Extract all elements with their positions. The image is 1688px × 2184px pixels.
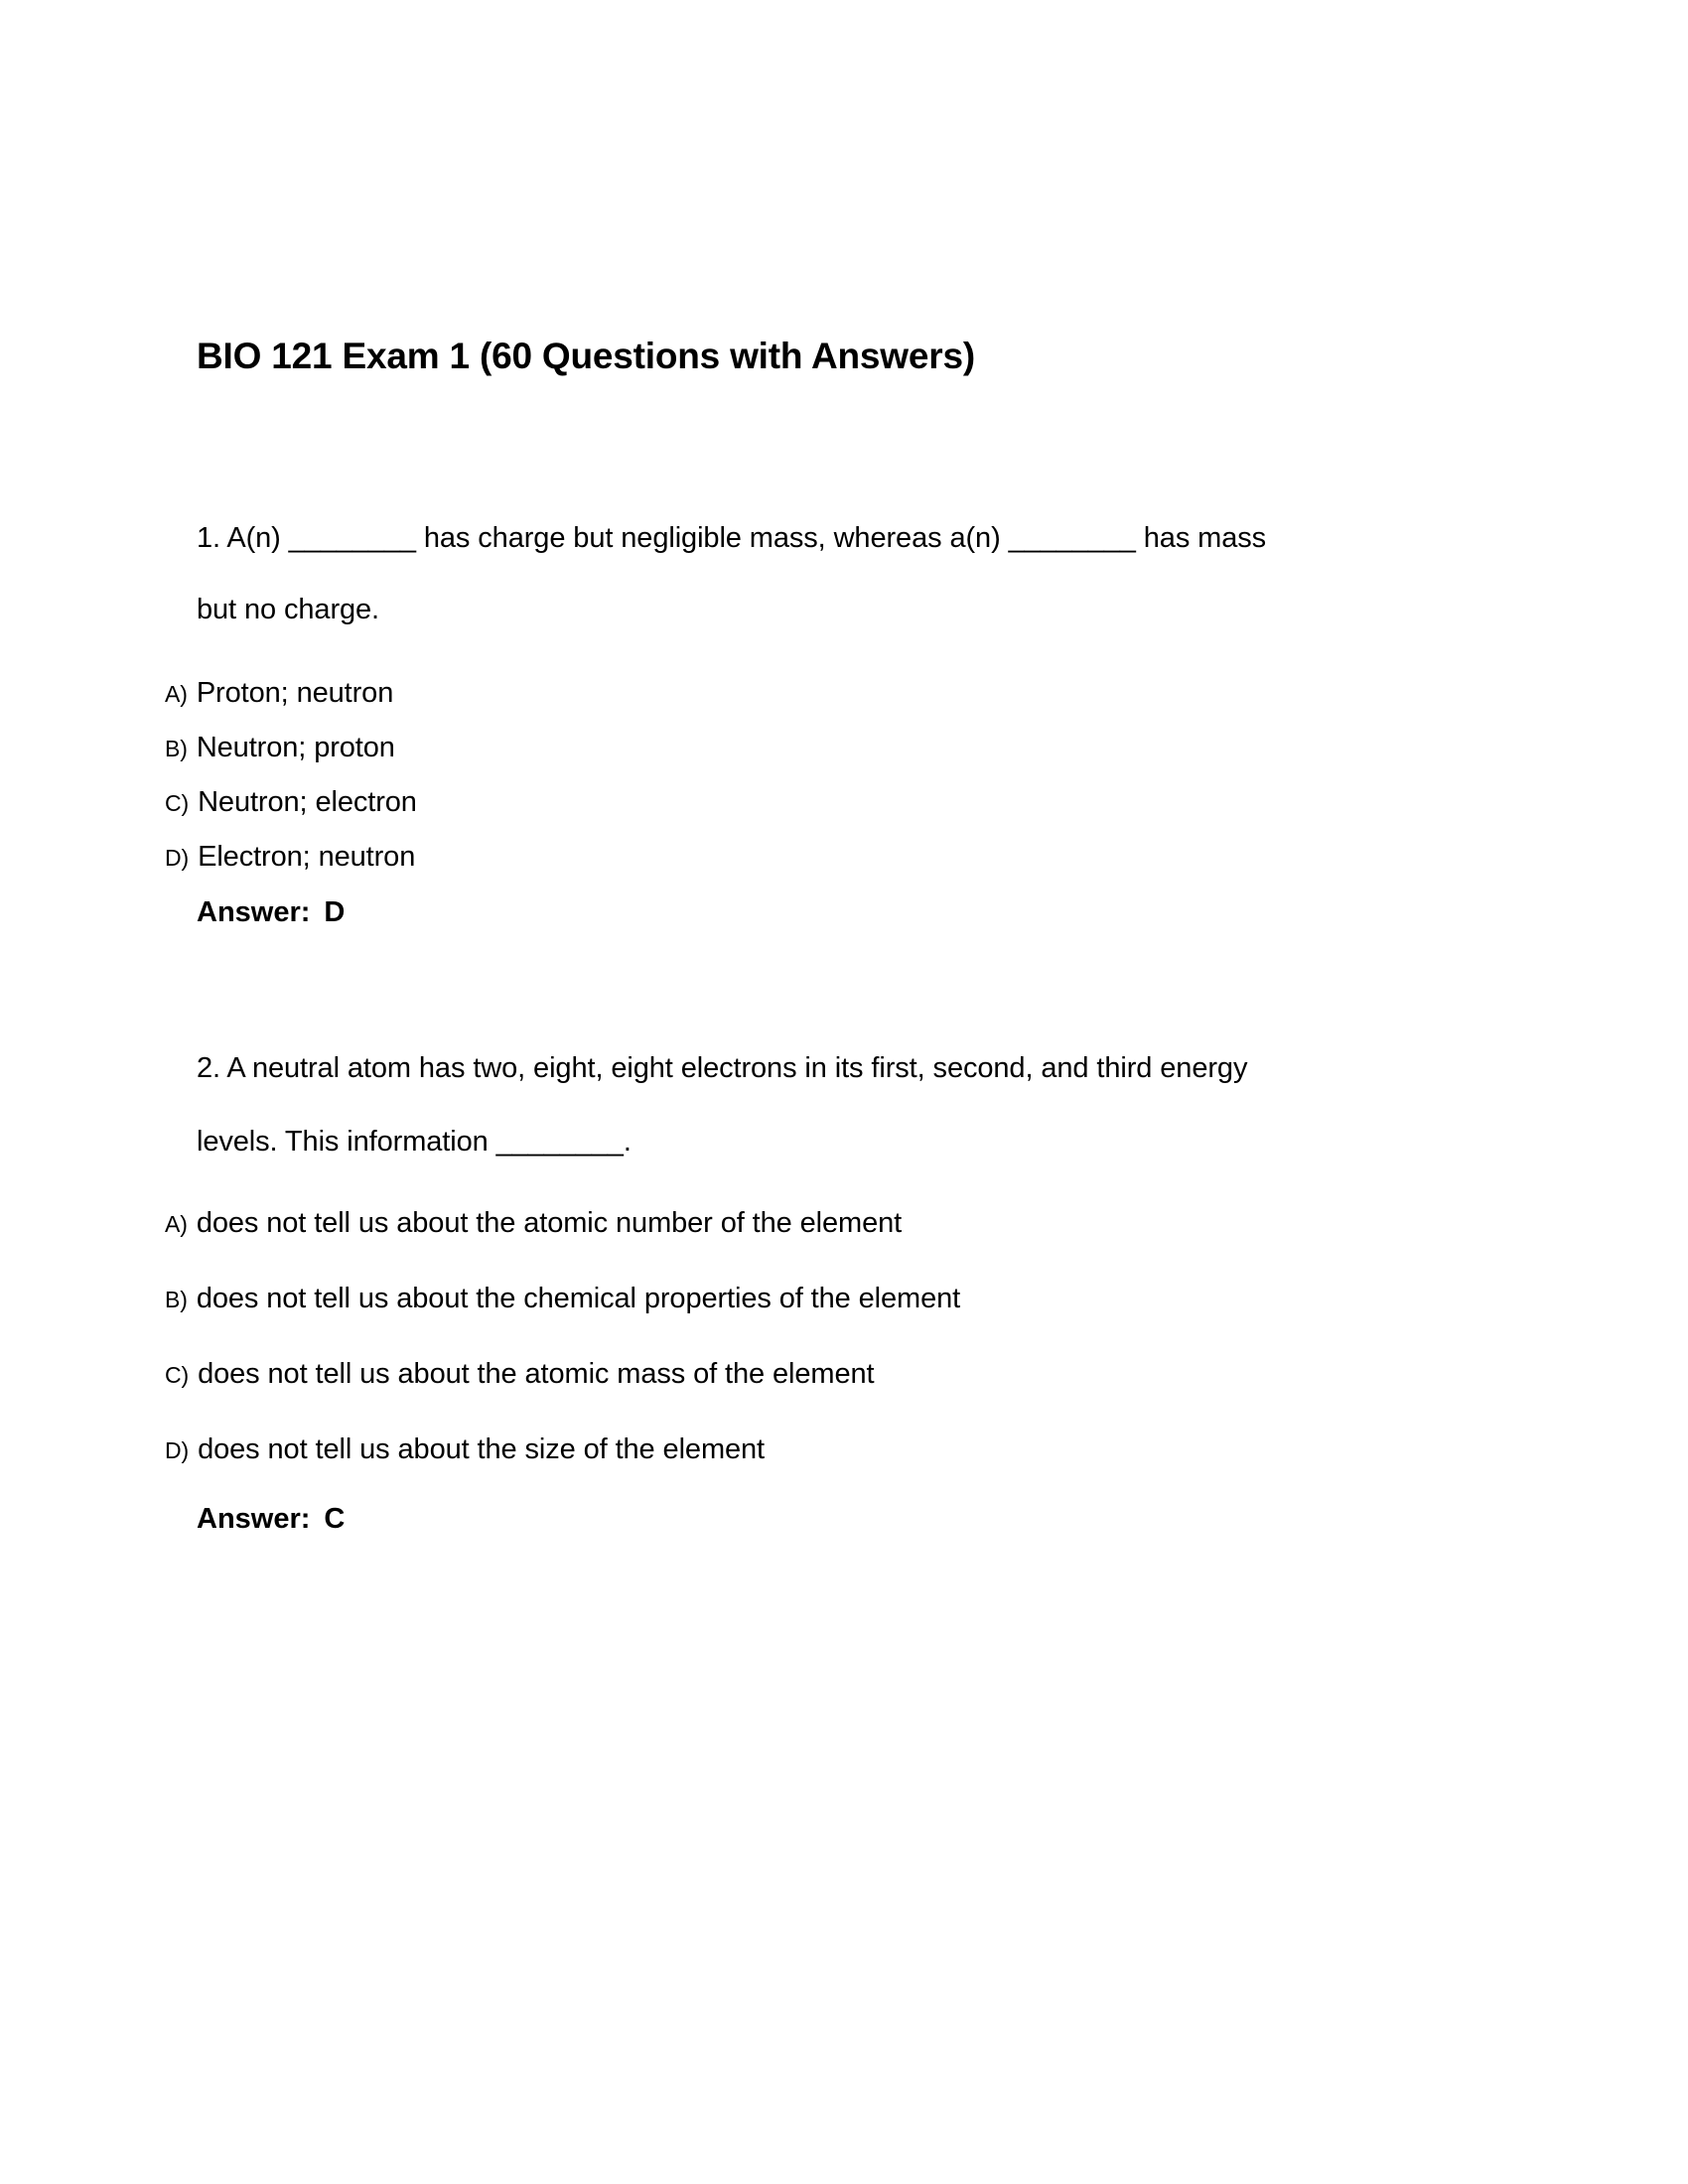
question-1-option-c[interactable] (165, 788, 417, 817)
option-text: does not tell us about the atomic number of the element (196, 1207, 903, 1239)
option-letter: A) (165, 681, 188, 707)
answer-value: D (324, 896, 346, 928)
question-1-option-b[interactable] (165, 734, 395, 762)
question-1-stem-line-1: 1. A(n) ________ has charge but negligible mass, whereas a(n) ________ has mass (197, 522, 1267, 554)
answer-label: Answer: (197, 896, 311, 928)
option-text: Neutron; electron (198, 786, 417, 818)
question-1-answer (197, 898, 345, 927)
question-2-option-c[interactable] (165, 1360, 875, 1389)
option-text: Electron; neutron (198, 841, 416, 873)
answer-value: C (324, 1503, 346, 1535)
option-letter: B) (165, 736, 188, 761)
option-letter: B) (165, 1287, 188, 1312)
page-title: BIO 121 Exam 1 (60 Questions with Answers) (197, 336, 975, 376)
question-1-option-a[interactable] (165, 679, 393, 708)
option-text: does not tell us about the chemical properties of the element (196, 1283, 961, 1314)
option-letter: D) (165, 845, 190, 871)
option-text: Proton; neutron (196, 677, 394, 709)
question-2-stem-line-2: levels. This information ________. (197, 1126, 632, 1158)
question-1-stem-line-2: but no charge. (197, 594, 380, 625)
question-1-option-d[interactable] (165, 843, 415, 872)
option-letter: D) (165, 1437, 190, 1463)
option-text: does not tell us about the size of the element (198, 1433, 766, 1465)
option-text: Neutron; proton (196, 732, 395, 763)
option-letter: C) (165, 790, 190, 816)
question-2-stem-line-1: 2. A neutral atom has two, eight, eight electrons in its first, second, and third energy (197, 1052, 1248, 1084)
option-letter: A) (165, 1211, 188, 1237)
question-2-option-b[interactable] (165, 1285, 960, 1313)
question-2-option-d[interactable] (165, 1435, 765, 1464)
question-2-option-a[interactable] (165, 1209, 902, 1238)
question-2-answer (197, 1505, 345, 1534)
answer-label: Answer: (197, 1503, 311, 1535)
option-text: does not tell us about the atomic mass of the element (198, 1358, 875, 1390)
option-letter: C) (165, 1362, 190, 1388)
